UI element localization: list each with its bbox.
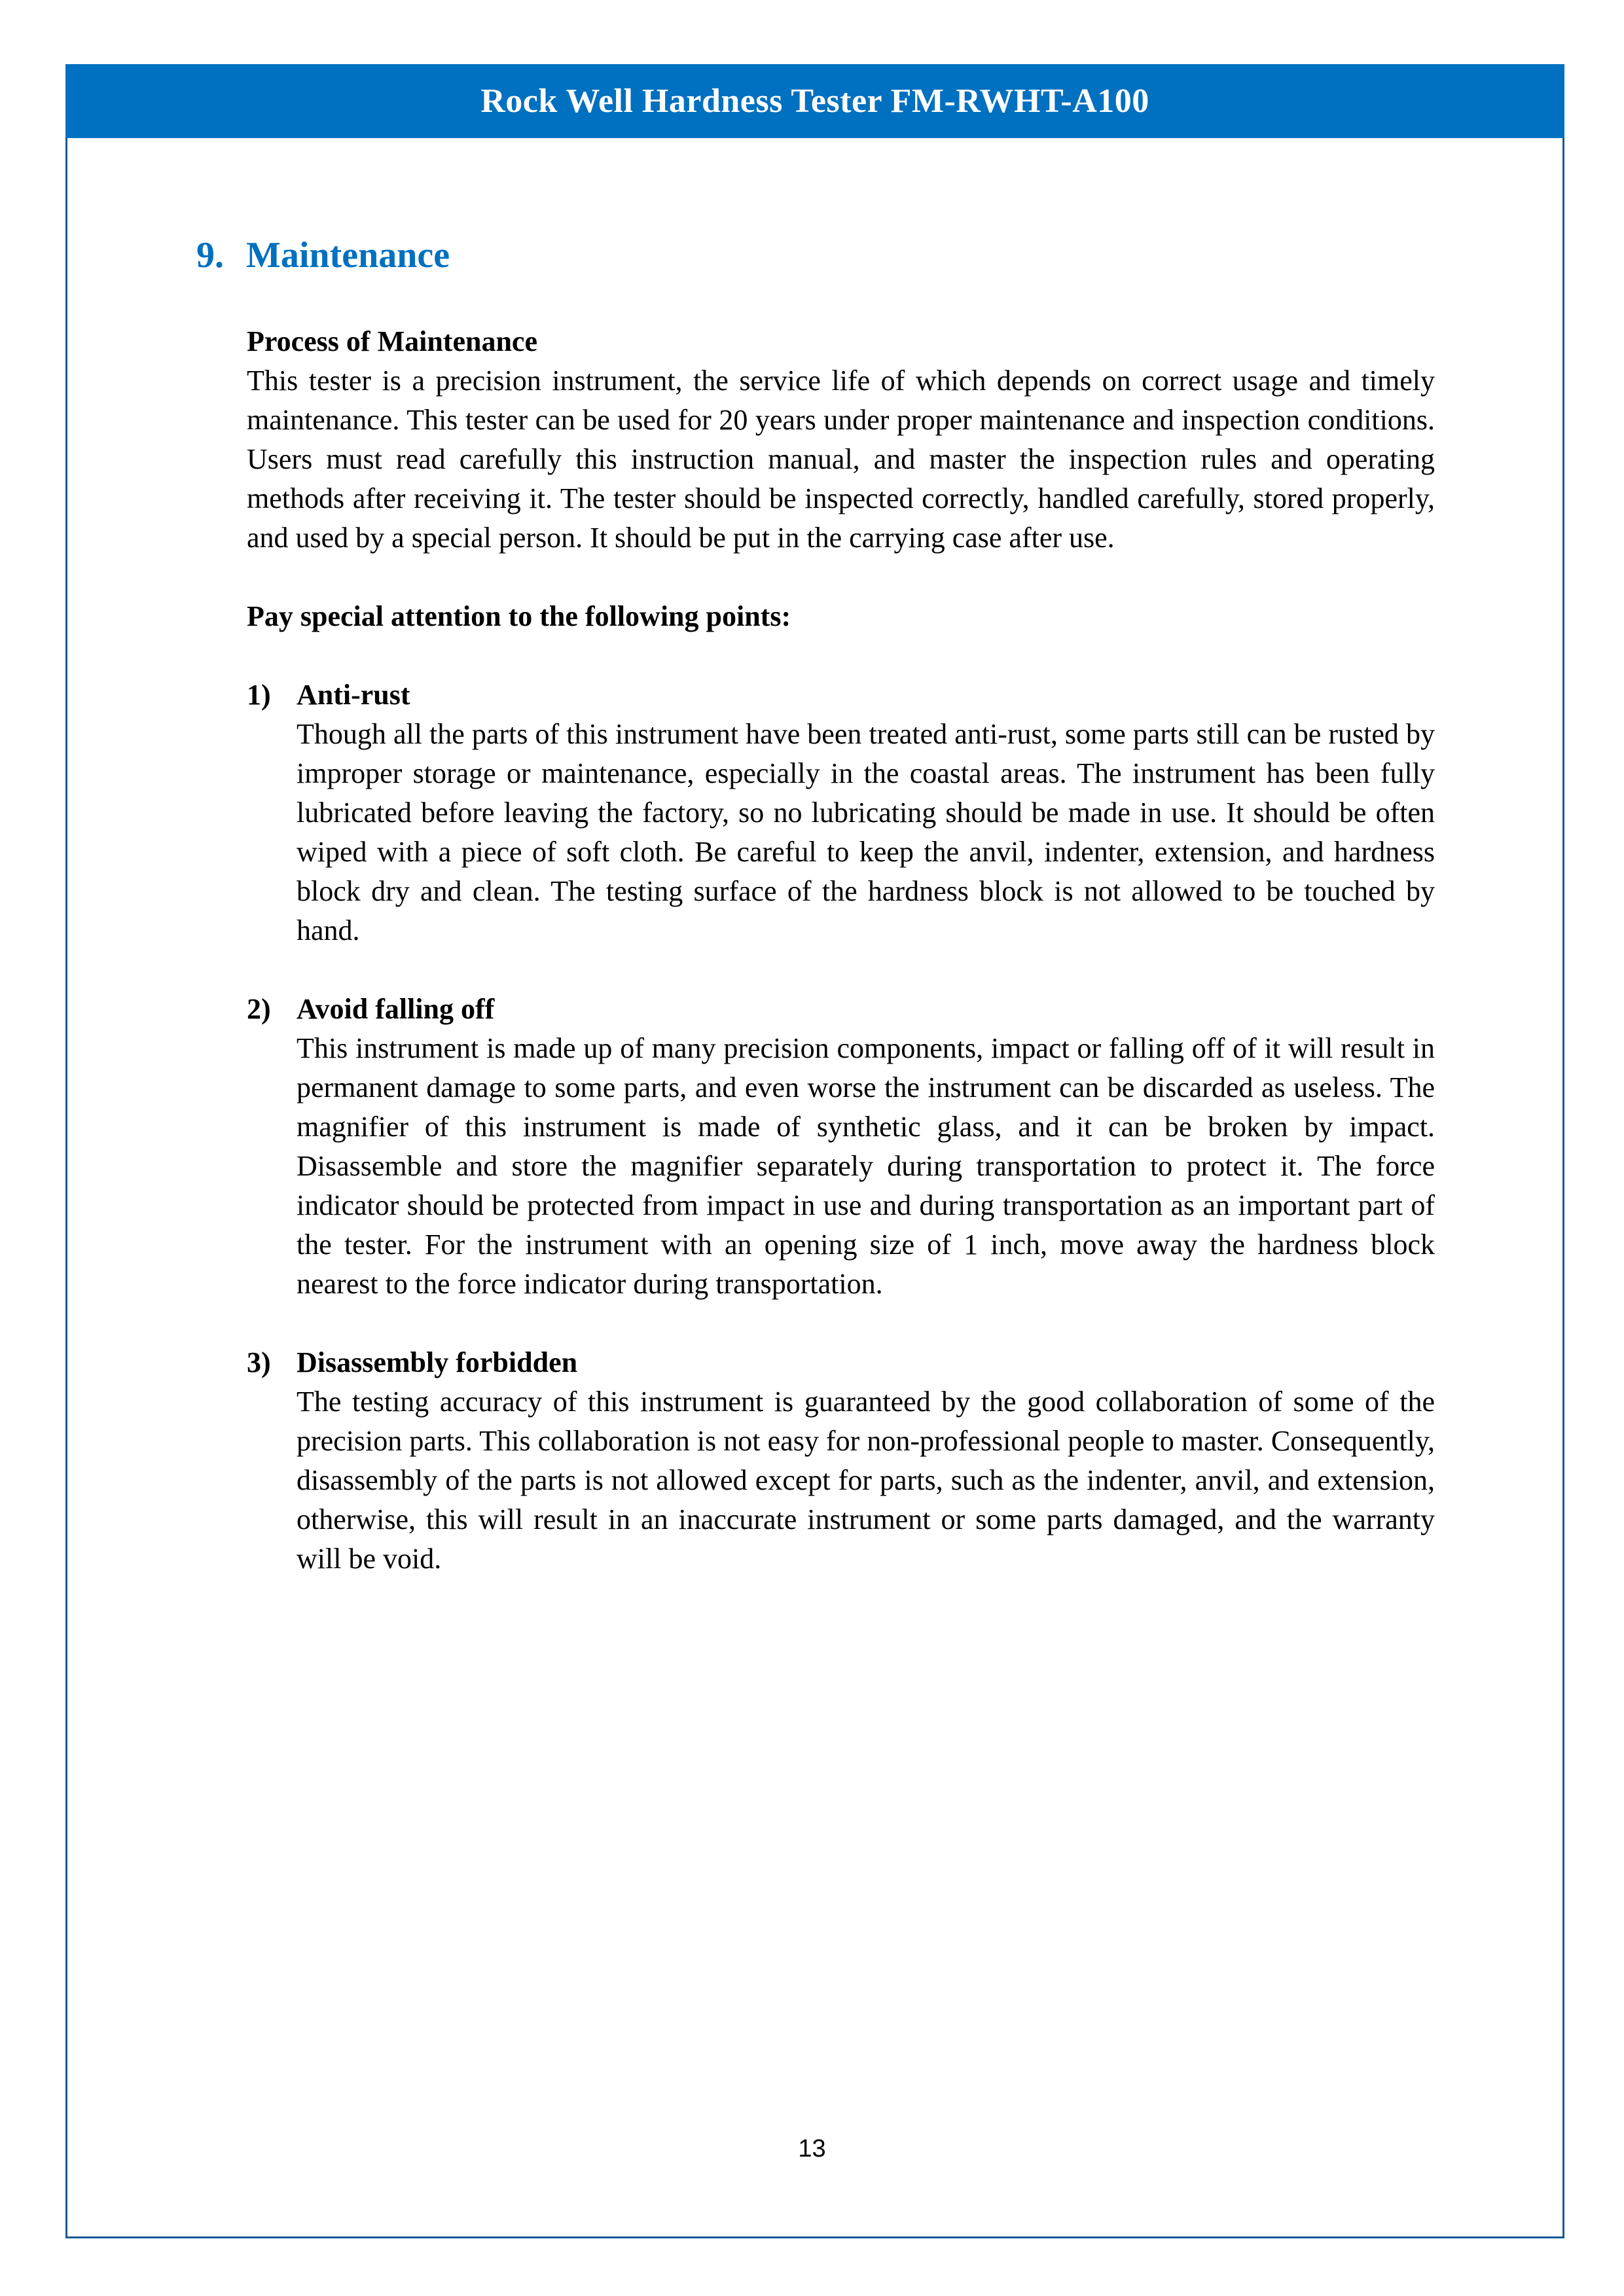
section-number: 9. — [196, 235, 224, 276]
attention-heading: Pay special attention to the following points: — [247, 600, 791, 632]
list-item-anti-rust — [247, 675, 1435, 950]
section-title: Maintenance — [246, 235, 450, 276]
list-item-title: Anti-rust — [297, 679, 410, 711]
list-item-title: Disassembly forbidden — [297, 1346, 578, 1378]
list-item-text: Though all the parts of this instrument have been treated anti-rust, some parts still can be rusted by improper storage or maintenance, especially in the coastal areas. The instrument has been fully lubricated before leaving the factory, so no lubricating should be made in use. It should be often wiped with a piece of soft cloth. Be careful to keep the anvil, indenter, extension, and hardness block dry and clean. The testing surface of the hardness block is not allowed to be touched by hand. — [297, 718, 1435, 946]
header-title: Rock Well Hardness Tester FM-RWHT-A100 — [480, 82, 1149, 120]
list-item-avoid-falling-off — [247, 990, 1435, 1304]
header-bar — [65, 64, 1564, 138]
content-body — [247, 322, 1435, 1579]
list-item-number: 2) — [247, 993, 271, 1025]
section-heading — [196, 234, 450, 276]
list-item-title: Avoid falling off — [297, 993, 495, 1025]
page-number: 13 — [798, 2135, 826, 2162]
list-item-number: 1) — [247, 679, 271, 711]
process-paragraph: This tester is a precision instrument, the service life of which depends on correct usage and timely maintenance. This tester can be used for 20 years under proper maintenance and inspection conditions. Users must read carefully this instruction manual, and master the inspection rules and operating methods after receiving it. The tester should be inspected correctly, handled carefully, stored properly, and used by a special person. It should be put in the carrying case after use. — [247, 365, 1435, 554]
list-item-text: This instrument is made up of many precision components, impact or falling off of it will result in permanent damage to some parts, and even worse the instrument can be discarded as useless. The magnifier of this instrument is made of synthetic glass, and it can be broken by impact. Disassemble and store the magnifier separately during transportation to protect it. The force indicator should be protected from impact in use and during transportation as an important part of the tester. For the instrument with an opening size of 1 inch, move away the hardness block nearest to the force indicator during transportation. — [297, 1032, 1435, 1300]
list-item-text: The testing accuracy of this instrument is guaranteed by the good collaboration of some of the precision parts. This collaboration is not easy for non-professional people to master. Consequently, disassembly of the parts is not allowed except for parts, such as the indenter, anvil, and extension, otherwise, this will result in an inaccurate instrument or some parts damaged, and the warranty will be void. — [297, 1386, 1435, 1575]
list-item-number: 3) — [247, 1346, 271, 1378]
process-heading: Process of Maintenance — [247, 325, 537, 357]
list-item-disassembly-forbidden — [247, 1343, 1435, 1579]
